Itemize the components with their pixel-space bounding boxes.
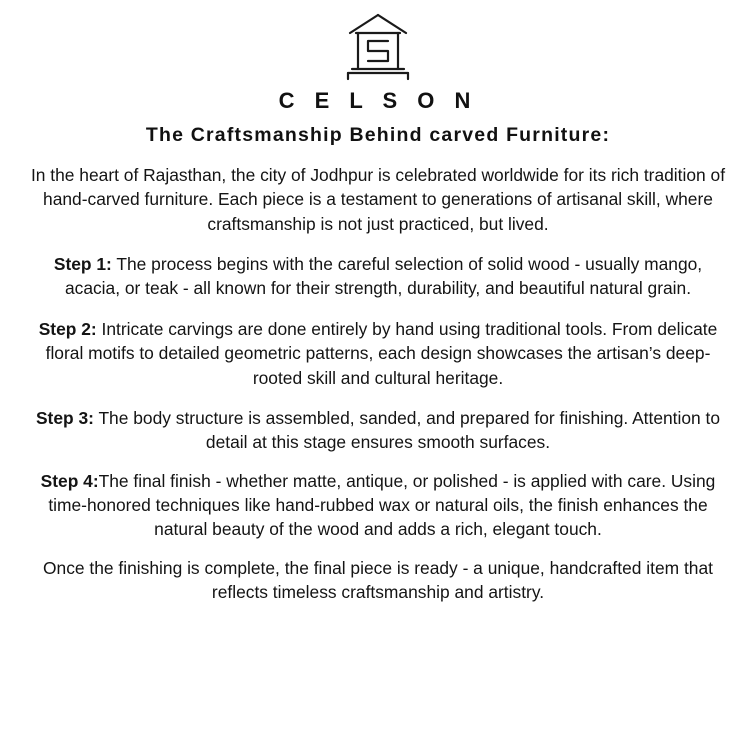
intro-text: In the heart of Rajasthan, the city of Jodhpur is celebrated worldwide for its rich tradition of hand-carved furniture. Each piece is a testament to generations of artisanal skill, where craftsmanship is not just practiced, but lived. <box>30 165 726 234</box>
step-3-text: The body structure is assembled, sanded, and prepared for finishing. Attention to detail at this stage ensures smooth surfaces. <box>93 407 721 453</box>
celson-house-monogram-icon <box>330 10 426 84</box>
step-2-label: Step 2: <box>38 318 97 339</box>
closing-text: Once the finishing is complete, the final piece is ready - a unique, handcrafted item that reflects timeless craftsmanship and artistry. <box>43 557 713 603</box>
step-1-paragraph <box>28 252 728 301</box>
step-3-label: Step 3: <box>35 407 94 428</box>
step-4-label: Step 4: <box>40 470 99 491</box>
brand-name: C E L S O N <box>278 88 478 113</box>
step-4-text: The final finish - whether matte, antique, or polished - is applied with care. Using time-honored techniques like hand-rubbed wax or natural oils, the finish enhances the natural beauty of the wood and adds a rich, elegant touch. <box>48 470 716 540</box>
step-2-paragraph <box>28 317 728 390</box>
page-title: The Craftsmanship Behind carved Furniture: <box>145 124 611 146</box>
intro-paragraph <box>28 163 728 236</box>
step-1-label: Step 1: <box>53 254 112 275</box>
step-4-paragraph <box>28 469 728 542</box>
step-1-text: The process begins with the careful selection of solid wood - usually mango, acacia, or teak - all known for their strength, durability, and beautiful natural grain. <box>64 254 703 299</box>
step-3-paragraph <box>28 406 728 455</box>
closing-paragraph <box>28 556 728 605</box>
step-2-text: Intricate carvings are done entirely by hand using traditional tools. From delicate floral motifs to detailed geometric patterns, each design showcases the artisan’s deep-rooted skill and cultural heritage. <box>45 318 718 388</box>
